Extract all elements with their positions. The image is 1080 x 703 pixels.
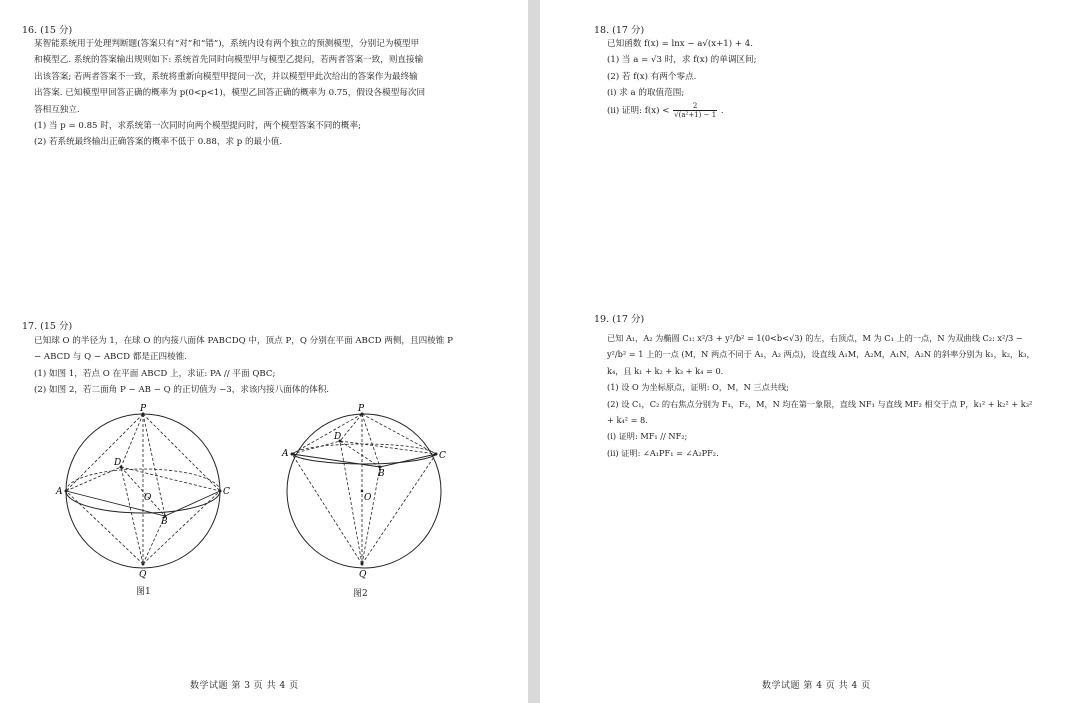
question-16-header: 16. (15 分) xyxy=(22,25,73,36)
q18-part2-ii xyxy=(607,102,1047,119)
q16-line: (2) 若系统最终输出正确答案的概率不低于 0.88，求 p 的最小值. xyxy=(34,137,283,148)
q17-line: 已知球 O 的半径为 1，在球 O 的内接八面体 PABCDQ 中，顶点 P，Q 分别在平面 ABCD 两侧，且四棱锥 P xyxy=(34,336,453,346)
question-19-body xyxy=(607,330,1057,461)
q19-line: y²/b² = 1 上的一点 (M，N 两点不同于 A₁，A₂ 两点)，设直线 A₁M，A₂M，A₁N，A₂N 的斜率分别为 k₁，k₂，k₃， xyxy=(607,349,1035,360)
fig2-label-d: D xyxy=(334,432,342,442)
q17-line: (2) 如图 2，若二面角 P − AB − Q 的正切值为 −3，求该内接八面体的体积. xyxy=(34,385,330,396)
question-17-body xyxy=(34,333,504,399)
fig1-label-c: C xyxy=(223,487,230,497)
fig2-label-q: Q xyxy=(359,570,367,580)
q18-fraction xyxy=(673,102,717,119)
page-4-footer: 数学试题 第 4 页 共 4 页 xyxy=(762,681,871,691)
q18-fraction-denominator: √(a²+1) − 1 xyxy=(674,110,717,119)
fig2-label-p: P xyxy=(358,404,365,414)
figure-2-octahedron xyxy=(278,398,458,583)
figure-2-caption: 图2 xyxy=(353,589,368,599)
q18-fraction-numerator: 2 xyxy=(673,102,717,111)
q19-line: k₄，且 k₁ + k₂ + k₃ + k₄ = 0. xyxy=(607,365,724,376)
fig1-label-p: P xyxy=(140,404,147,414)
q16-line: 某智能系统用于处理判断题(答案只有“对”和“错”)，系统内设有两个独立的预测模型，分别记为模型甲 xyxy=(34,39,420,49)
question-17-header: 17. (15 分) xyxy=(22,321,73,332)
q19-line: (2) 设 C₁，C₂ 的右焦点分别为 F₁，F₂，M，N 均在第一象限，直线 NF₁ 与直线 MF₂ 相交于点 P，k₁² + k₂² + k₃² xyxy=(607,398,1033,409)
fig2-label-o: O xyxy=(364,493,372,503)
page-3-footer: 数学试题 第 3 页 共 4 页 xyxy=(190,681,299,691)
page-gutter xyxy=(528,0,540,703)
q17-line: − ABCD 与 Q − ABCD 都是正四棱锥. xyxy=(34,352,188,363)
fig2-label-c: C xyxy=(439,451,446,461)
q18-intro: 已知函数 f(x) = lnx − a√(x+1) + 4. xyxy=(607,39,753,49)
q16-line: (1) 当 p = 0.85 时，求系统第一次同时向两个模型提问时，两个模型答案不同的概率; xyxy=(34,121,361,132)
q16-line: 答相互独立. xyxy=(34,104,80,115)
figure-1-octahedron xyxy=(55,398,235,583)
question-19-header: 19. (17 分) xyxy=(594,314,645,325)
question-18-body xyxy=(607,36,1047,119)
q17-line: (1) 如图 1，若点 O 在平面 ABCD 上，求证: PA // 平面 QBC; xyxy=(34,368,276,379)
q19-line: 已知 A₁，A₂ 为椭圆 C₁: x²/3 + y²/b² = 1(0<b<√3) 的左，右顶点，M 为 C₁ 上的一点，N 为双曲线 C₂: x²/3 − xyxy=(607,333,1023,343)
q19-line: (i) 证明: MF₁ // NF₂; xyxy=(607,431,688,442)
fig1-label-b: B xyxy=(161,517,168,527)
q16-line: 和模型乙. 系统的答案输出规则如下: 系统首先同时向模型甲与模型乙提问，若两者答案一致，则直接输 xyxy=(34,55,424,66)
q19-line: (ii) 证明: ∠A₁PF₁ = ∠A₂PF₂. xyxy=(607,447,719,458)
exam-page-3 xyxy=(0,0,528,703)
fig2-label-a: A xyxy=(282,449,289,459)
question-16-body xyxy=(34,36,504,151)
q16-line: 出该答案; 若两者答案不一致，系统将重新向模型甲提问一次，并以模型甲此次给出的答案作为最终输 xyxy=(34,71,418,82)
q18-part2-ii-suffix: . xyxy=(720,105,724,116)
q18-part2: (2) 若 f(x) 有两个零点. xyxy=(607,71,697,82)
figure-1-caption: 图1 xyxy=(136,587,151,597)
fig2-label-b: B xyxy=(378,469,385,479)
question-18-header: 18. (17 分) xyxy=(594,25,645,36)
fig1-label-a: A xyxy=(56,487,63,497)
fig1-label-o: O xyxy=(144,493,152,503)
fig1-label-q: Q xyxy=(139,570,147,580)
q18-part2-i: (i) 求 a 的取值范围; xyxy=(607,88,685,99)
q16-line: 出答案. 已知模型甲回答正确的概率为 p(0<p<1)，模型乙回答正确的概率为 0.75，假设各模型每次回 xyxy=(34,88,426,99)
q18-part1: (1) 当 a = √3 时，求 f(x) 的单调区间; xyxy=(607,55,757,66)
fig1-label-d: D xyxy=(114,458,122,468)
q18-part2-ii-prefix: (ii) 证明: f(x) < xyxy=(607,105,670,116)
exam-page-4 xyxy=(540,0,1080,703)
q19-line: + k₄² = 8. xyxy=(607,415,648,426)
q19-line: (1) 设 O 为坐标原点，证明: O，M，N 三点共线; xyxy=(607,382,789,393)
